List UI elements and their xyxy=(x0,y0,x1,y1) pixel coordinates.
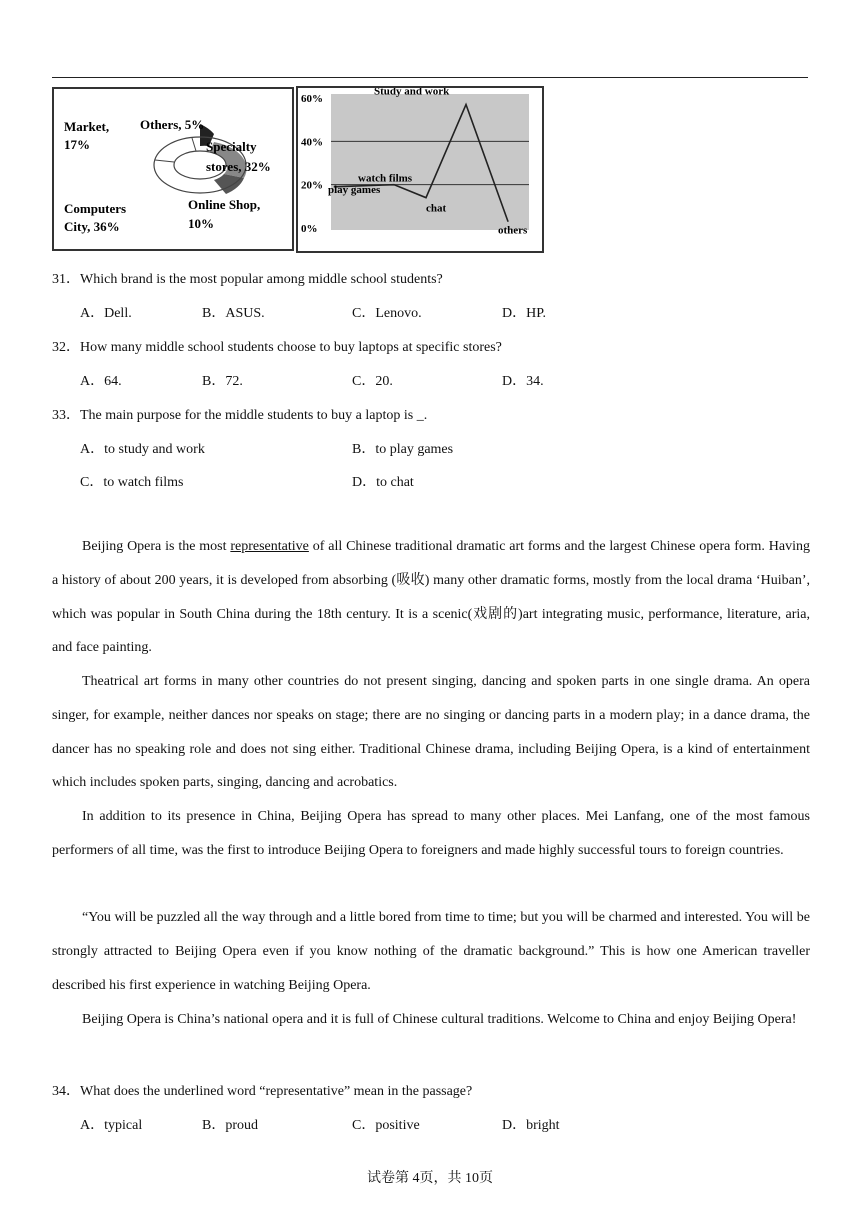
p1-before: Beijing Opera is the most xyxy=(82,539,231,554)
q32-option-a[interactable]: A．64. xyxy=(80,374,122,389)
y-tick-label: 20% xyxy=(301,179,323,192)
passage-paragraph-4: “You will be puzzled all the way through and a little bored from time to time; but you will be charmed and interested. You will be strongly attracted to Beijing Opera even if you know nothing of the dramatic background.” This is how one American traveller described his first experience in watching Beijing Opera. xyxy=(52,910,810,993)
question-34-text: What does the underlined word “representative” mean in the passage? xyxy=(80,1084,473,1099)
q31-option-a[interactable]: A．Dell. xyxy=(80,306,132,321)
q31-option-d[interactable]: D．HP. xyxy=(502,306,546,321)
q32-option-d[interactable]: D．34. xyxy=(502,374,544,389)
label-computers-1: Computers xyxy=(64,201,127,216)
q33-option-d[interactable]: D．to chat xyxy=(352,475,414,490)
label-market-1: Market, xyxy=(64,119,110,134)
y-tick-label: 0% xyxy=(301,223,318,235)
question-32 xyxy=(52,336,502,356)
point-label: play games xyxy=(328,183,381,196)
point-label: watch films xyxy=(358,172,413,185)
question-31-text: Which brand is the most popular among middle school students? xyxy=(80,272,443,287)
q31-option-c[interactable]: C．Lenovo. xyxy=(352,306,422,321)
point-label: others xyxy=(498,224,528,237)
question-33-num: 33． xyxy=(52,408,80,423)
label-others: Others, 5% xyxy=(140,117,205,132)
q33-option-b[interactable]: B．to play games xyxy=(352,442,454,457)
label-market-2: 17% xyxy=(64,137,90,152)
passage-paragraph-1 xyxy=(52,530,810,665)
q33-option-c[interactable]: C．to watch films xyxy=(80,475,184,490)
question-31-num: 31． xyxy=(52,272,80,287)
question-31 xyxy=(52,268,443,288)
p1-after: of all Chinese traditional dramatic art forms and the largest Chinese opera form. Having a history of about 200 years, it is developed from absorbing (吸收) many other dramatic forms, mostly from the local drama ‘Huiban’, which was popular in South China during the 18th century. It is a scenic(戏剧的)art integrating music, performance, literature, aria, and face painting. xyxy=(52,539,811,656)
line-chart xyxy=(298,88,542,251)
line-chart-figure xyxy=(296,86,544,253)
question-33 xyxy=(52,404,427,424)
passage-paragraph-3: In addition to its presence in China, Beijing Opera has spread to many other places. Mei Lanfang, one of the most famous performers of all time, was the first to introduce Beijing Opera to foreigners and made highly successful tours to foreign countries. xyxy=(52,809,810,858)
y-tick-label: 40% xyxy=(301,136,323,149)
label-specialty-2: stores, 32% xyxy=(206,159,271,174)
passage-paragraph-5: Beijing Opera is China’s national opera and it is full of Chinese cultural traditions. Welcome to China and enjoy Beijing Opera! xyxy=(82,1012,797,1027)
q31-option-b[interactable]: B．ASUS. xyxy=(202,306,265,321)
q34-option-a[interactable]: A．typical xyxy=(80,1118,143,1133)
q32-option-b[interactable]: B．72. xyxy=(202,374,243,389)
data-point xyxy=(508,221,509,222)
underlined-word: representative xyxy=(230,539,309,554)
label-specialty-1: Specialty xyxy=(206,139,257,154)
label-online-2: 10% xyxy=(188,216,214,231)
y-tick-label: 60% xyxy=(301,93,323,105)
question-32-text: How many middle school students choose to buy laptops at specific stores? xyxy=(80,340,502,355)
page-footer: 试卷第 4页，共 10页 xyxy=(367,1171,493,1186)
data-point xyxy=(466,104,467,105)
label-online-1: Online Shop, xyxy=(188,197,261,212)
donut-chart-figure xyxy=(52,87,294,251)
q34-option-c[interactable]: C．positive xyxy=(352,1118,420,1133)
data-point xyxy=(426,197,427,198)
question-34 xyxy=(52,1080,472,1100)
q33-option-a[interactable]: A．to study and work xyxy=(80,442,205,457)
q34-option-d[interactable]: D．bright xyxy=(502,1118,560,1133)
question-34-num: 34． xyxy=(52,1084,80,1099)
point-label: Study and work xyxy=(374,88,450,98)
passage-paragraph-2: Theatrical art forms in many other countries do not present singing, dancing and spoken parts in one single drama. An opera singer, for example, neither dances nor speaks on stage; there are no singing or dancing parts in a modern play; in a dance drama, the dancer has no speaking role and does not sing either. Traditional Chinese drama, including Beijing Opera, is a kind of entertainment which includes spoken parts, singing, dancing and acrobatics. xyxy=(52,674,810,791)
q32-option-c[interactable]: C．20. xyxy=(352,374,393,389)
donut-chart xyxy=(54,89,292,249)
q34-option-b[interactable]: B．proud xyxy=(202,1118,258,1133)
question-33-text: The main purpose for the middle students to buy a laptop is _. xyxy=(80,408,428,423)
point-label: chat xyxy=(426,202,447,215)
label-computers-2: City, 36% xyxy=(64,219,120,234)
question-32-num: 32． xyxy=(52,340,80,355)
header-rule xyxy=(52,77,808,78)
